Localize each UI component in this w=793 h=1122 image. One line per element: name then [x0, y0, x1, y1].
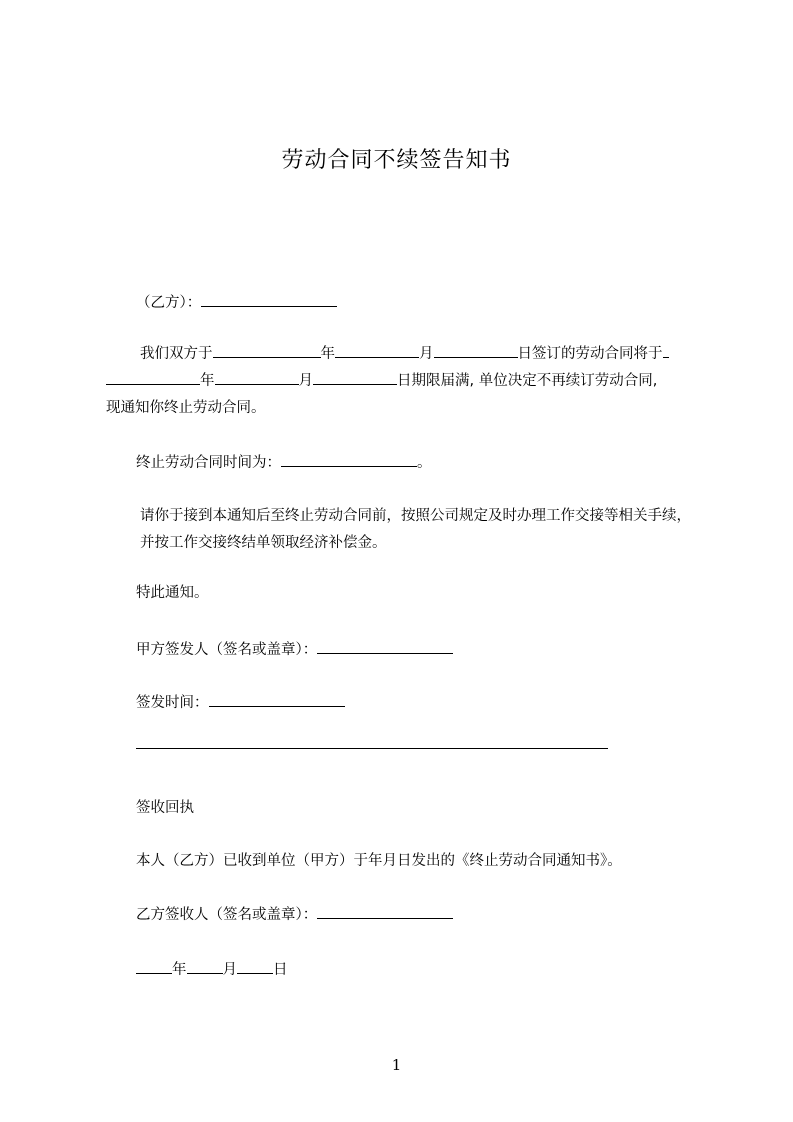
party-b-line — [136, 292, 337, 313]
intro-text: 我们双方于 — [140, 346, 213, 362]
date-day-text: 日 — [273, 962, 288, 978]
date-day-blank[interactable] — [237, 959, 273, 974]
party-b-label: （乙方）： — [136, 295, 202, 311]
termination-time-line — [136, 452, 432, 473]
year-text: 年 — [320, 346, 335, 362]
start-day-blank[interactable] — [434, 343, 518, 358]
notice-line-1 — [106, 341, 700, 368]
termination-time-blank[interactable] — [281, 452, 417, 467]
notice-line-3: 现通知你终止劳动合同。 — [106, 400, 266, 416]
termination-time-end: 。 — [417, 455, 432, 471]
day-signed-text: 日签订的劳动合同将于 — [517, 346, 663, 362]
issue-time-blank[interactable] — [209, 692, 345, 707]
month2-text: 月 — [298, 373, 313, 389]
date-month-text: 月 — [222, 962, 237, 978]
receiver-line — [136, 904, 453, 925]
issuer-blank[interactable] — [317, 639, 453, 654]
date-month-blank[interactable] — [187, 959, 223, 974]
receiver-label: 乙方签收人（签名或盖章）： — [136, 907, 318, 923]
issue-time-label: 签发时间： — [136, 695, 209, 711]
party-b-blank[interactable] — [201, 292, 337, 307]
cut-divider — [136, 748, 608, 749]
issuer-label: 甲方签发人（签名或盖章）： — [136, 642, 318, 658]
notice-paragraph — [106, 341, 700, 422]
instruction-text: 请你于接到本通知后至终止劳动合同前，按照公司规定及时办理工作交接等相关手续，并按工作交接终结单领取经济补偿金。 — [140, 508, 691, 551]
date-year-text: 年 — [172, 962, 187, 978]
issuer-line — [136, 639, 453, 660]
date-year-blank[interactable] — [136, 959, 172, 974]
expire-text: 日期限届满, 单位决定不再续订劳动合同, — [397, 373, 658, 389]
notice-line-2 — [106, 368, 700, 395]
issue-time-line — [136, 692, 345, 713]
month-text: 月 — [419, 346, 434, 362]
start-month-blank[interactable] — [335, 343, 419, 358]
end-month-blank[interactable] — [215, 370, 299, 385]
page-number: 1 — [391, 1056, 402, 1074]
year2-text: 年 — [200, 373, 215, 389]
end-year-blank-a[interactable] — [663, 343, 669, 358]
start-year-blank[interactable] — [213, 343, 321, 358]
document-title: 劳动合同不续签告知书 — [281, 148, 512, 173]
end-day-blank[interactable] — [313, 370, 397, 385]
receipt-heading: 签收回执 — [136, 800, 194, 816]
date-line — [136, 959, 288, 980]
receipt-statement: 本人（乙方）已收到单位（甲方）于年月日发出的《终止劳动合同通知书》。 — [136, 853, 622, 869]
instruction-paragraph — [106, 503, 700, 557]
special-notice: 特此通知。 — [136, 585, 209, 601]
receiver-blank[interactable] — [317, 904, 453, 919]
termination-time-label: 终止劳动合同时间为： — [136, 455, 281, 471]
end-year-blank-b[interactable] — [106, 370, 200, 385]
